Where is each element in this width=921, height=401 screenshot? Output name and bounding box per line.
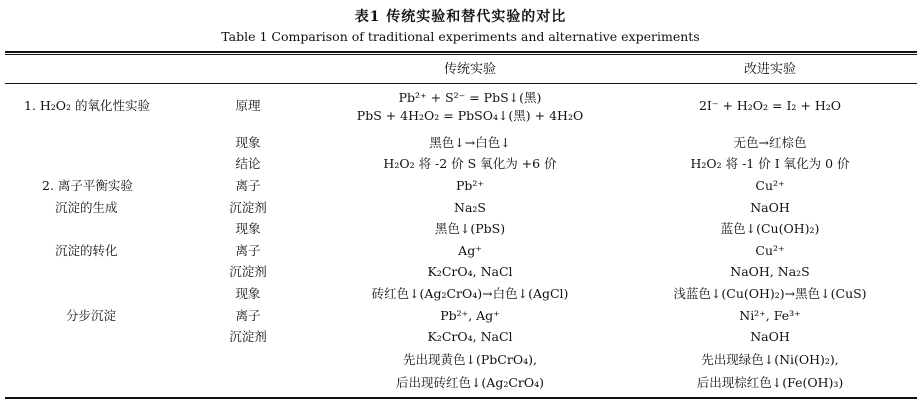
cell-traditional: 先出现黄色↓(PbCrO₄), (403, 352, 537, 367)
row-label: 沉淀剂 (229, 264, 267, 279)
row-label: 现象 (235, 135, 261, 150)
row-label: 离子 (235, 308, 261, 323)
cell-improved: 后出现棕红色↓(Fe(OH)₃) (696, 375, 844, 390)
cell-improved: Cu²⁺ (755, 243, 785, 258)
header-rule (5, 83, 917, 84)
header-improved: 改进实验 (743, 62, 796, 77)
top-rule (5, 51, 917, 53)
cell-traditional: K₂CrO₄, NaCl (427, 329, 513, 344)
cell-improved: 2I⁻ + H₂O₂ = I₂ + H₂O (698, 98, 842, 113)
row-label: 沉淀剂 (229, 200, 267, 215)
row-label: 沉淀剂 (229, 329, 267, 344)
cell-traditional: H₂O₂ 将 -2 价 S 氧化为 +6 价 (383, 156, 557, 171)
section-precipitate-conversion: 沉淀的转化 (55, 243, 118, 258)
row-label: 现象 (235, 221, 261, 236)
cell-traditional: Pb²⁺ (455, 178, 485, 193)
header-traditional: 传统实验 (443, 62, 496, 77)
cell-improved: 先出现绿色↓(Ni(OH)₂), (701, 352, 839, 367)
cell-improved: NaOH, Na₂S (730, 264, 810, 279)
cell-traditional: Na₂S (454, 200, 486, 215)
table-title-cn: 表1 传统实验和替代实验的对比 (354, 9, 567, 25)
section-precipitate-formation: 沉淀的生成 (55, 200, 118, 215)
cell-traditional: Pb²⁺ + S²⁻ = PbS↓(黑) (398, 90, 542, 105)
row-label: 离子 (235, 178, 261, 193)
row-label: 结论 (235, 156, 261, 171)
cell-improved: NaOH (750, 329, 790, 344)
section-stepwise-precipitation: 分步沉淀 (66, 308, 117, 323)
row-label: 原理 (235, 98, 261, 113)
cell-traditional: Pb²⁺, Ag⁺ (440, 308, 500, 323)
cell-improved: H₂O₂ 将 -1 价 I 氧化为 0 价 (690, 156, 850, 171)
bottom-rule (5, 397, 917, 399)
cell-improved: 无色→红棕色 (733, 135, 807, 150)
cell-improved: 浅蓝色↓(Cu(OH)₂)→黑色↓(CuS) (673, 286, 867, 301)
row-label: 离子 (235, 243, 261, 258)
section-ion-equilibrium: 2. 离子平衡实验 (42, 178, 133, 193)
cell-traditional: 黑色↓→白色↓ (429, 135, 511, 150)
cell-improved: Ni²⁺, Fe³⁺ (739, 308, 801, 323)
row-label: 现象 (235, 286, 261, 301)
cell-improved: 蓝色↓(Cu(OH)₂) (720, 221, 820, 236)
cell-improved: Cu²⁺ (755, 178, 785, 193)
cell-traditional: 后出现砖红色↓(Ag₂CrO₄) (395, 375, 545, 390)
top-rule-thin (5, 54, 917, 55)
cell-traditional: 黑色↓(PbS) (434, 221, 506, 236)
cell-traditional: Ag⁺ (458, 243, 482, 258)
cell-traditional: 砖红色↓(Ag₂CrO₄)→白色↓(AgCl) (371, 286, 569, 301)
cell-traditional: K₂CrO₄, NaCl (427, 264, 513, 279)
cell-improved: NaOH (750, 200, 790, 215)
table-title-en: Table 1 Comparison of traditional experiments and alternative experiments (221, 29, 700, 44)
section-h2o2-oxidation: 1. H₂O₂ 的氧化性实验 (24, 98, 151, 113)
cell-traditional: PbS + 4H₂O₂ = PbSO₄↓(黑) + 4H₂O (356, 108, 584, 123)
